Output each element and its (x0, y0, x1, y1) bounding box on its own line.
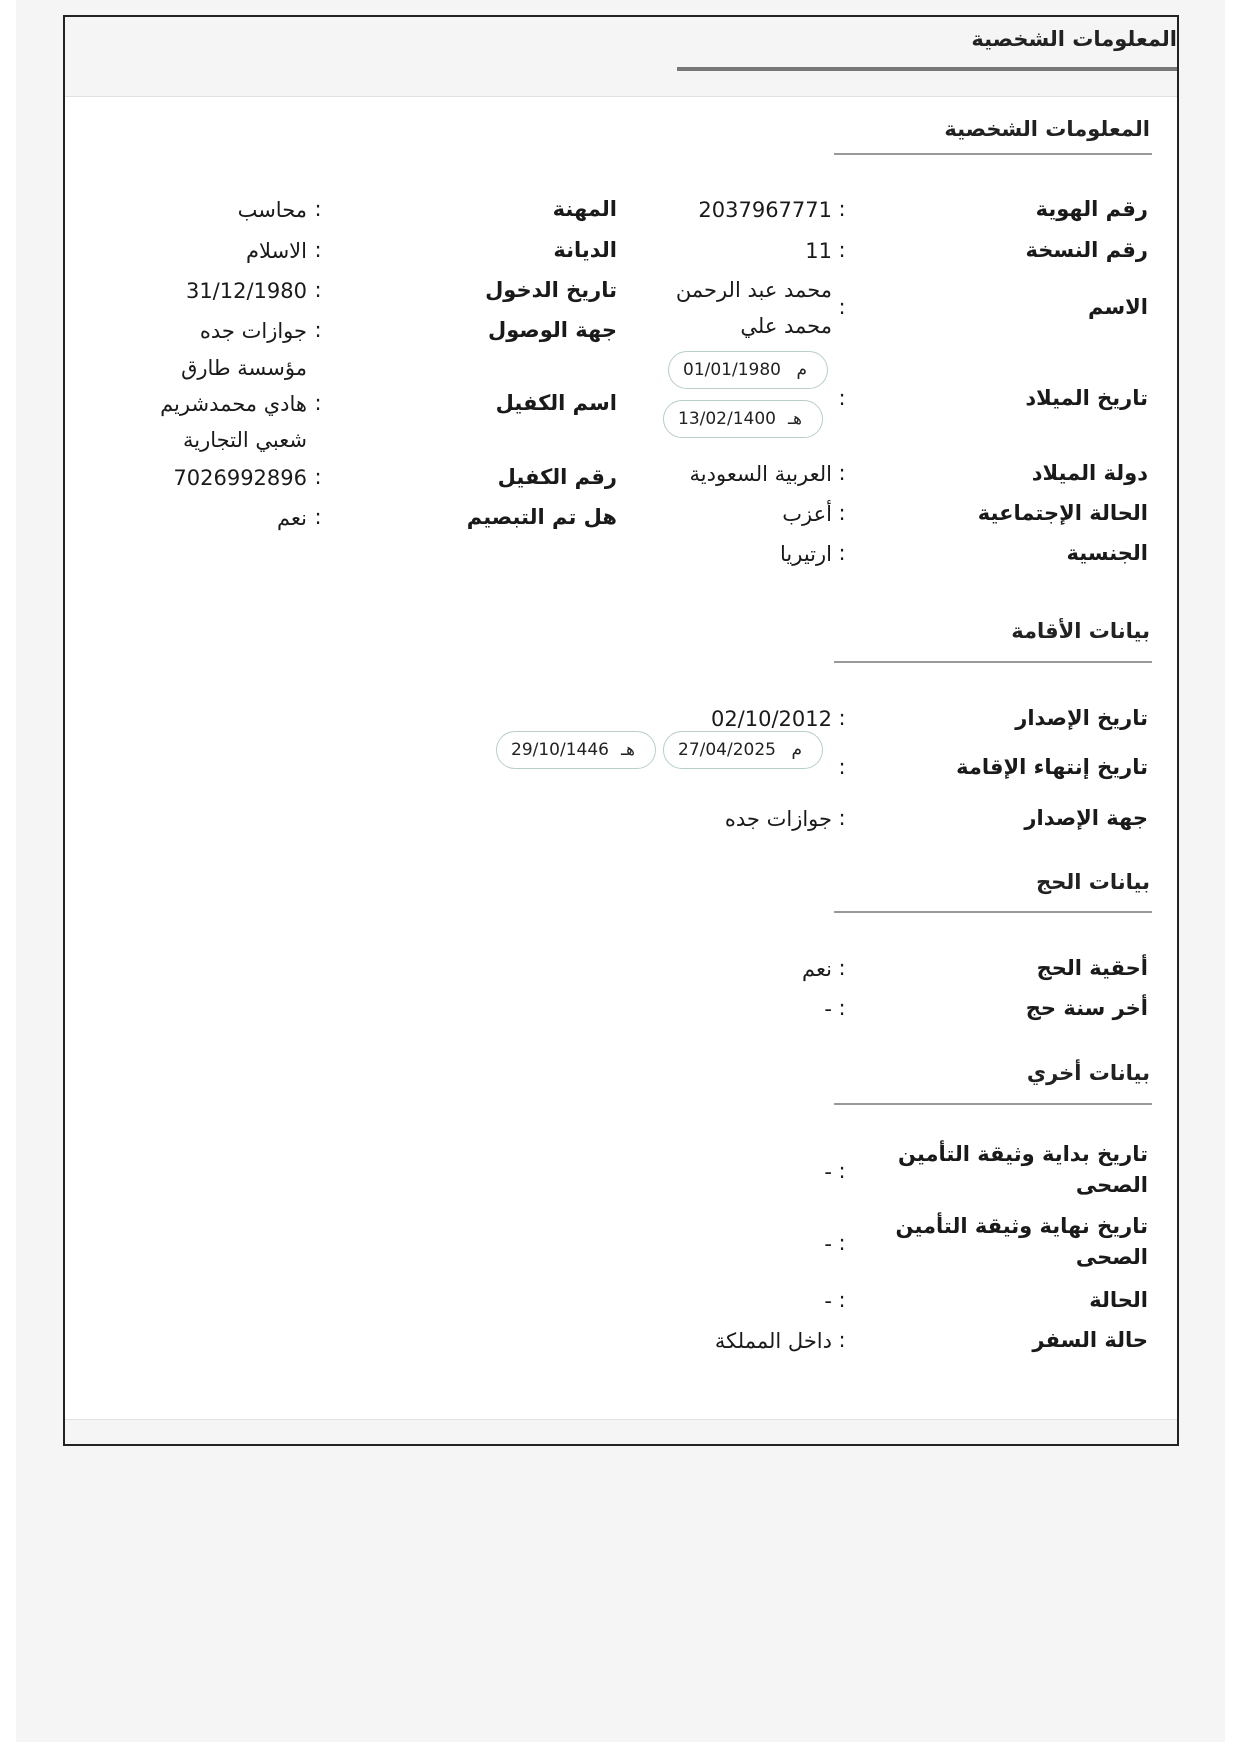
section-divider-other (834, 1103, 1152, 1105)
residence-issue-place-label: جهة الإصدار (1024, 806, 1148, 830)
name-label: الاسم (1088, 295, 1148, 319)
birth-country-value: العربية السعودية (689, 462, 832, 486)
hajj-eligibility-colon: : (838, 956, 846, 980)
insurance-end-label-line1: تاريخ نهاية وثيقة التأمين (895, 1214, 1148, 1238)
nationality-value: ارتيريا (780, 542, 832, 566)
hijri-tag: هـ (621, 740, 635, 760)
section-divider-personal (834, 153, 1152, 155)
hajj-last-year-label: أخر سنة حج (1025, 996, 1148, 1020)
card-title: المعلومات الشخصية (971, 27, 1177, 51)
birth-country-label: دولة الميلاد (1031, 461, 1148, 485)
sponsor-number-colon: : (314, 465, 322, 489)
entry-date-label: تاريخ الدخول (485, 278, 617, 302)
insurance-start-label-line1: تاريخ بداية وثيقة التأمين (897, 1142, 1148, 1166)
hajj-last-year-colon: : (838, 996, 846, 1020)
insurance-start-label-line2: الصحى (1075, 1173, 1148, 1197)
birth-date-colon: : (838, 386, 846, 410)
entry-date-value: 31/12/1980 (185, 279, 307, 303)
residence-expiry-colon: : (838, 755, 846, 779)
insurance-start-colon: : (838, 1159, 846, 1183)
arrival-port-value: جوازات جده (199, 319, 307, 343)
section-title-hajj: بيانات الحج (1036, 870, 1150, 894)
arrival-port-colon: : (314, 318, 322, 342)
status-colon: : (838, 1288, 846, 1312)
id-number-label: رقم الهوية (1035, 197, 1148, 221)
hajj-last-year-value: - (824, 997, 832, 1021)
fingerprinted-label: هل تم التبصيم (466, 505, 617, 529)
arrival-port-label: جهة الوصول (488, 318, 617, 342)
copy-number-colon: : (838, 238, 846, 262)
sponsor-name-colon: : (314, 391, 322, 415)
name-value-line1: محمد عبد الرحمن (675, 278, 832, 302)
travel-status-value: داخل المملكة (714, 1329, 832, 1353)
travel-status-label: حالة السفر (1032, 1328, 1148, 1352)
birth-date-hijri: 13/02/1400 (678, 409, 776, 429)
residence-expiry-label: تاريخ إنتهاء الإقامة (956, 755, 1148, 779)
status-label: الحالة (1089, 1288, 1148, 1312)
sponsor-name-line1: مؤسسة طارق (181, 356, 307, 380)
copy-number-label: رقم النسخة (1025, 238, 1148, 262)
section-divider-residence (834, 661, 1152, 663)
hajj-eligibility-value: نعم (802, 957, 832, 981)
entry-date-colon: : (314, 278, 322, 302)
nationality-label: الجنسية (1066, 541, 1148, 565)
insurance-end-colon: : (838, 1231, 846, 1255)
sponsor-name-line3: شعبي التجارية (182, 428, 307, 452)
residence-issue-date-value: 02/10/2012 (710, 707, 832, 731)
residence-expiry-gregorian: 27/04/2025 (678, 740, 776, 760)
insurance-end-value: - (824, 1232, 832, 1256)
residence-issue-date-colon: : (838, 706, 846, 730)
name-value-line2: محمد علي (740, 314, 832, 338)
name-colon: : (838, 295, 846, 319)
card-header (65, 17, 1177, 97)
personal-info-card (63, 15, 1179, 1446)
profession-colon: : (314, 197, 322, 221)
marital-status-label: الحالة الإجتماعية (977, 501, 1148, 525)
gregorian-tag: م (791, 740, 802, 760)
residence-issue-place-value: جوازات جده (724, 807, 832, 831)
copy-number-value: 11 (805, 239, 832, 263)
profession-value: محاسب (237, 198, 307, 222)
profession-label: المهنة (552, 197, 617, 221)
insurance-end-label-line2: الصحى (1075, 1245, 1148, 1269)
sponsor-name-line2: هادي محمدشريم (160, 392, 307, 416)
section-title-other: بيانات أخري (1026, 1061, 1150, 1085)
sponsor-number-label: رقم الكفيل (497, 465, 617, 489)
birth-date-hijri-pill (663, 400, 823, 438)
birth-date-gregorian: 01/01/1980 (683, 360, 781, 380)
residence-issue-place-colon: : (838, 806, 846, 830)
section-title-personal: المعلومات الشخصية (944, 117, 1150, 141)
fingerprinted-value: نعم (277, 506, 307, 530)
hijri-tag: هـ (788, 409, 802, 429)
residence-issue-date-label: تاريخ الإصدار (1015, 706, 1148, 730)
religion-label: الديانة (553, 238, 617, 262)
birth-country-colon: : (838, 461, 846, 485)
residence-expiry-hijri: 29/10/1446 (511, 740, 609, 760)
marital-status-value: أعزب (782, 502, 832, 526)
status-value: - (824, 1289, 832, 1313)
travel-status-colon: : (838, 1328, 846, 1352)
section-divider-hajj (834, 911, 1152, 913)
residence-expiry-gregorian-pill (663, 731, 823, 769)
section-title-residence: بيانات الأقامة (1011, 619, 1150, 643)
residence-expiry-hijri-pill (496, 731, 656, 769)
nationality-colon: : (838, 541, 846, 565)
id-number-colon: : (838, 197, 846, 221)
sponsor-name-label: اسم الكفيل (495, 391, 617, 415)
gregorian-tag: م (796, 360, 807, 380)
id-number-value: 2037967771 (698, 198, 832, 222)
fingerprinted-colon: : (314, 505, 322, 529)
religion-colon: : (314, 238, 322, 262)
marital-status-colon: : (838, 501, 846, 525)
hajj-eligibility-label: أحقية الحج (1036, 956, 1148, 980)
card-footer (65, 1419, 1177, 1444)
birth-date-gregorian-pill (668, 351, 828, 389)
card-title-underline (677, 67, 1177, 71)
birth-date-label: تاريخ الميلاد (1025, 386, 1148, 410)
religion-value: الاسلام (246, 239, 307, 263)
insurance-start-value: - (824, 1160, 832, 1184)
sponsor-number-value: 7026992896 (173, 466, 307, 490)
